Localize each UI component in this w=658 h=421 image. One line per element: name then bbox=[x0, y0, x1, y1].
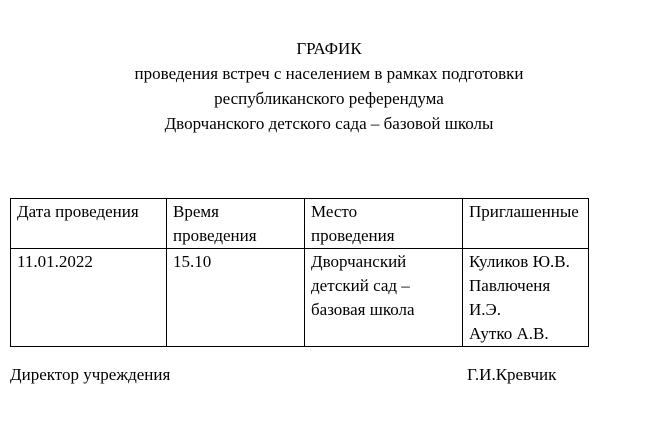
place-value-line-1: Дворчанский bbox=[311, 252, 407, 271]
header-cell-place bbox=[305, 199, 463, 249]
place-value-line-2: детский сад – bbox=[311, 276, 410, 295]
date-value: 11.01.2022 bbox=[17, 252, 93, 271]
table-row bbox=[11, 249, 589, 347]
invited-value-line-4: Аутко А.В. bbox=[469, 324, 549, 343]
document-subtitle-line-2: республиканского референдума bbox=[214, 89, 444, 108]
header-time-text-2: проведения bbox=[173, 226, 257, 245]
header-invited-text: Приглашенные bbox=[469, 202, 579, 221]
document-subtitle-line-3: Дворчанского детского сада – базовой школы bbox=[164, 114, 494, 133]
cell-time bbox=[167, 249, 305, 347]
table-header-row bbox=[11, 199, 589, 249]
document-header bbox=[0, 36, 658, 136]
director-position: Директор учреждения bbox=[10, 365, 171, 384]
cell-invited bbox=[463, 249, 589, 347]
header-cell-invited bbox=[463, 199, 589, 249]
director-name: Г.И.Кревчик bbox=[467, 365, 557, 384]
cell-place bbox=[305, 249, 463, 347]
time-value: 15.10 bbox=[173, 252, 212, 271]
header-date-text: Дата проведения bbox=[17, 202, 139, 221]
header-cell-date bbox=[11, 199, 167, 249]
schedule-table bbox=[10, 198, 589, 347]
header-time-text-1: Время bbox=[173, 202, 219, 221]
invited-value-line-2: Павлюченя bbox=[469, 276, 551, 295]
invited-value-line-1: Куликов Ю.В. bbox=[469, 252, 570, 271]
header-place-text-2: проведения bbox=[311, 226, 395, 245]
place-value-line-3: базовая школа bbox=[311, 300, 415, 319]
invited-value-line-3: И.Э. bbox=[469, 300, 501, 319]
document-subtitle-line-1: проведения встреч с населением в рамках подготовки bbox=[134, 64, 524, 83]
cell-date bbox=[11, 249, 167, 347]
header-place-text-1: Место bbox=[311, 202, 358, 221]
header-cell-time bbox=[167, 199, 305, 249]
document-title: ГРАФИК bbox=[296, 39, 362, 58]
